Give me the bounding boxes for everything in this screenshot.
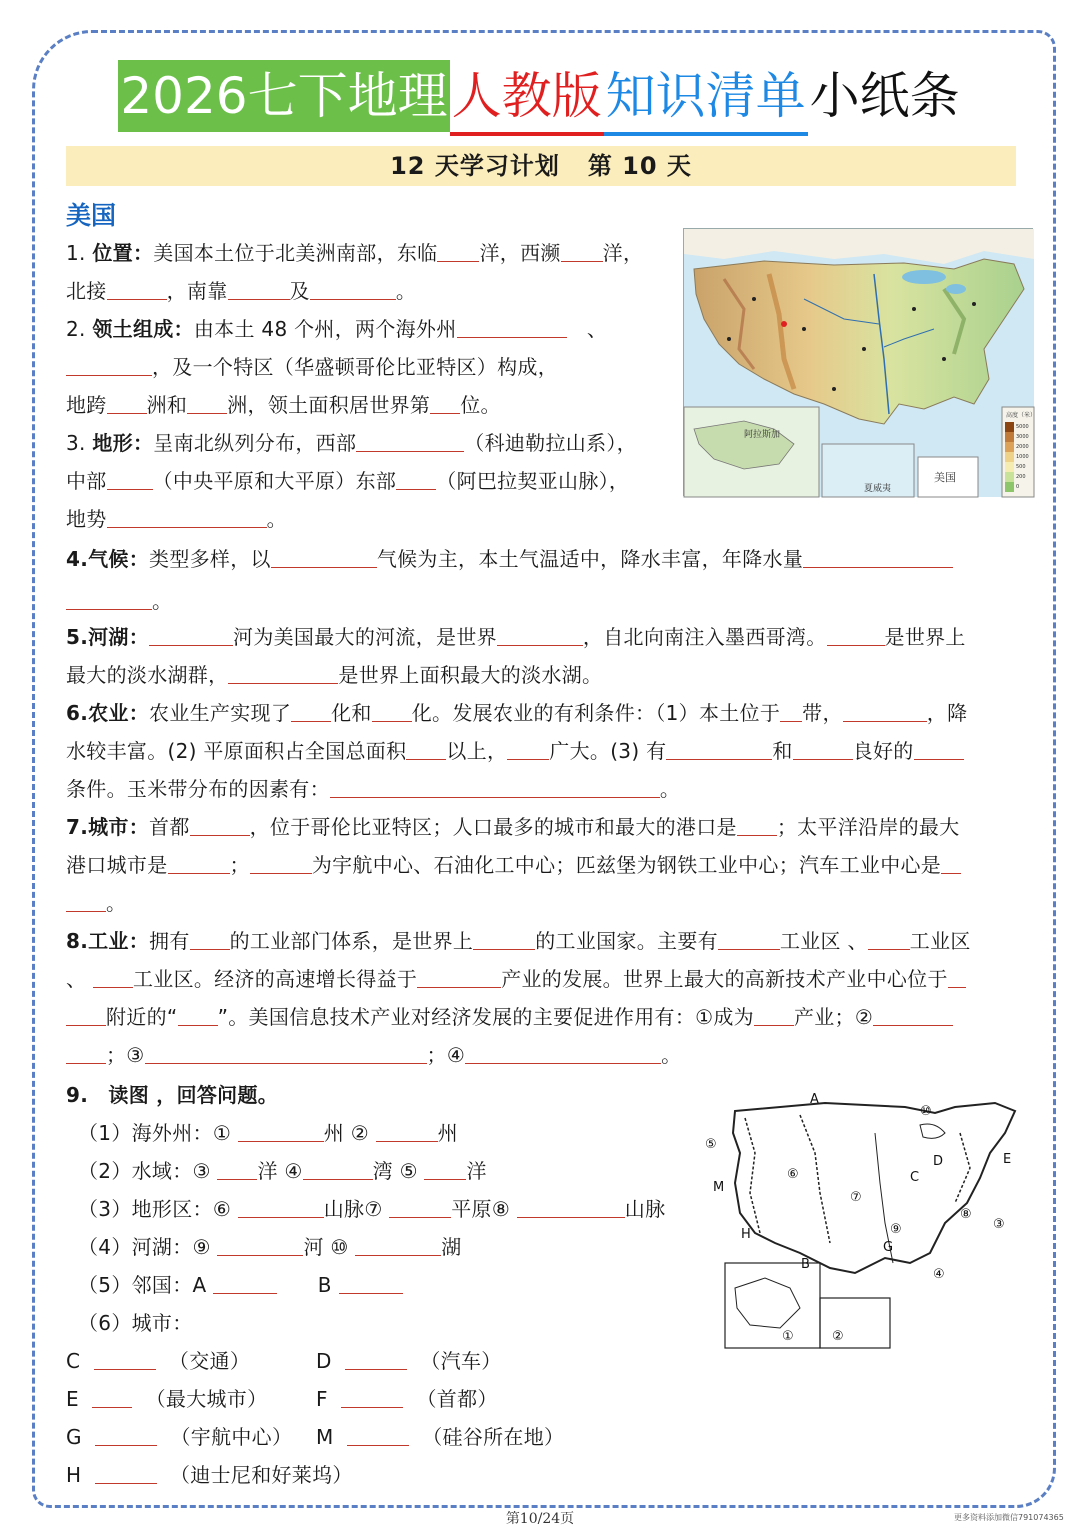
answer-blank[interactable] [948,966,966,988]
legend-tick: 2000 [1016,444,1029,450]
legend-tick: 3000 [1016,434,1029,440]
map-label: ⑦ [850,1190,862,1205]
answer-blank[interactable] [310,278,396,300]
answer-blank[interactable] [793,738,853,760]
title-part-3: 知识清单 [604,60,808,136]
inset-hawaii-label: 夏威夷 [864,484,892,494]
answer-blank[interactable] [389,1196,451,1218]
answer-blank[interactable] [217,1158,257,1180]
question-9-title: 9. 读图 ，回答问题。 [66,1083,279,1107]
answer-blank[interactable] [347,1424,409,1446]
answer-blank[interactable] [780,700,802,722]
title-part-4: 小纸条 [809,67,960,125]
answer-blank[interactable] [271,546,377,568]
question-3-line-1: 3. 地形：呈南北纵列分布，西部 （科迪勒拉山系）， [66,431,637,455]
question-2-line-1: 2. 领土组成：由本土 48 个州，两个海外州 、 [66,317,608,341]
map-label: H [741,1227,751,1242]
answer-blank[interactable] [291,700,331,722]
q9-row-4: （4）河湖：⑨ 河 ⑩ 湖 [78,1235,462,1259]
map-label: ⑥ [787,1167,799,1182]
answer-blank[interactable] [372,700,412,722]
answer-blank[interactable] [941,852,961,874]
answer-blank[interactable] [228,662,338,684]
answer-blank[interactable] [213,1272,277,1294]
map-label: ⑨ [890,1222,902,1237]
question-3-line-2: 中部 （中央平原和大平原）东部 （阿巴拉契亚山脉）， [66,469,630,493]
q9-row-6: （6）城市： [78,1311,193,1335]
answer-blank[interactable] [473,928,535,950]
answer-blank[interactable] [95,1424,157,1446]
question-7-line-3: 。 [66,888,126,918]
answer-blank[interactable] [228,278,290,300]
answer-blank[interactable] [356,430,464,452]
city-row-2: E （最大城市） [66,1387,268,1411]
question-8-line-1: 8.工业：拥有 的工业部门体系，是世界上 的工业国家。主要有 工业区 、 工业区 [66,929,971,953]
question-5-line-1: 5.河湖： 河为美国最大的河流，是世界 ，自北向南注入墨西哥湾。 是世界上 [66,625,966,649]
map-label: ④ [933,1267,945,1282]
answer-blank[interactable] [66,354,152,376]
question-8-line-3: 附近的“ ”。美国信息技术产业对经济发展的主要促进作用有：①成为 产业；② [66,1002,953,1032]
question-1-line-2: 北接 ，南靠 及 。 [66,279,417,303]
answer-blank[interactable] [238,1196,324,1218]
question-6-line-2: 水较丰富。(2) 平原面积占全国总面积 以上， 广大。(3) 有 和 良好的 [66,736,964,766]
footer-note: 更多资料添加微信791074365 [954,1513,1064,1522]
answer-blank[interactable] [66,1042,106,1064]
answer-blank[interactable] [355,1234,441,1256]
section-heading: 美国 [66,201,117,230]
answer-blank[interactable] [465,1042,661,1064]
answer-blank[interactable] [827,624,885,646]
map-label: C [910,1170,920,1185]
answer-blank[interactable] [94,1348,156,1370]
answer-blank[interactable] [107,392,147,414]
map-label: ② [832,1329,844,1344]
answer-blank[interactable] [345,1348,407,1370]
answer-blank[interactable] [457,316,567,338]
q9-row-5: （5）邻国：A B [78,1270,403,1300]
city-row-1b: D （汽车） [316,1349,502,1373]
legend-tick: 200 [1016,474,1026,480]
legend-tick: 1000 [1016,454,1029,460]
answer-blank[interactable] [217,1234,303,1256]
map-label: ① [782,1329,794,1344]
page-number: 第10/24页 [505,1511,575,1527]
question-6-line-3: 条件。玉米带分布的因素有： 。 [66,777,681,801]
answer-blank[interactable] [507,738,549,760]
answer-blank[interactable] [145,1042,427,1064]
map-label: ⑤ [705,1137,717,1152]
legend-tick: 5000 [1016,424,1029,430]
day-label: 第 10 天 [587,152,692,180]
q9-row-2: （2）水域：③ 洋 ④ 湾 ⑤ 洋 [78,1159,487,1183]
question-8-line-4: ；③ ；④ 。 [66,1040,681,1070]
answer-blank[interactable] [190,814,250,836]
answer-blank[interactable] [149,624,233,646]
map-label: G [883,1240,894,1255]
answer-blank[interactable] [66,1004,106,1026]
answer-blank[interactable] [238,1120,324,1142]
inset-alaska-label: 阿拉斯加 [744,430,781,440]
title-part-1: 2026七下地理 [118,60,449,132]
answer-blank[interactable] [66,890,106,912]
answer-blank[interactable] [330,776,660,798]
question-2-line-2: ，及一个特区（华盛顿哥伦比亚特区）构成， [66,352,558,382]
map-label: E [1003,1152,1012,1167]
answer-blank[interactable] [376,1120,438,1142]
answer-blank[interactable] [107,506,267,528]
map-label: D [933,1154,944,1169]
answer-blank[interactable] [92,1386,132,1408]
title-part-2: 人教版 [450,60,604,136]
answer-blank[interactable] [737,814,777,836]
question-4-line-2: 。 [66,586,172,616]
page-title [0,60,1080,136]
question-2-line-3: 地跨 洲和 洲，领土面积居世界第 位。 [66,393,501,417]
city-row-2b: F （首都） [316,1387,498,1411]
question-7-line-1: 7.城市：首都 ，位于哥伦比亚特区；人口最多的城市和最大的港口是 ；太平洋沿岸的最大 [66,815,960,839]
map-label: ③ [993,1217,1005,1232]
plan-label: 12 天学习计划 [390,152,560,180]
question-3-line-3: 地势 。 [66,507,287,531]
answer-blank[interactable] [341,1386,403,1408]
answer-blank[interactable] [93,966,133,988]
question-1-line-1: 1. 位置：美国本土位于北美洲南部，东临 洋，西濒 洋， [66,241,644,265]
q9-row-1: （1）海外州：① 州 ② 州 [78,1121,458,1145]
answer-blank[interactable] [868,928,910,950]
answer-blank[interactable] [107,468,153,490]
q9-row-3: （3）地形区：⑥ 山脉⑦ 平原⑧ 山脉 [78,1197,666,1221]
answer-blank[interactable] [168,852,230,874]
answer-blank[interactable] [914,738,964,760]
city-row-4: H （迪士尼和好莱坞） [66,1463,353,1487]
answer-blank[interactable] [178,1004,218,1026]
map-label: M [713,1180,725,1195]
map-label: ⑧ [960,1207,972,1222]
answer-blank[interactable] [396,468,436,490]
map-caption: 美国 [934,471,956,484]
answer-blank[interactable] [95,1462,157,1484]
answer-blank[interactable] [517,1196,625,1218]
study-plan-banner [66,146,1016,186]
question-5-line-2: 最大的淡水湖群， 是世界上面积最大的淡水湖。 [66,663,603,687]
answer-blank[interactable] [339,1272,403,1294]
answer-blank[interactable] [430,392,460,414]
answer-blank[interactable] [803,546,953,568]
answer-blank[interactable] [406,738,446,760]
answer-blank[interactable] [666,738,772,760]
answer-blank[interactable] [718,928,780,950]
answer-blank[interactable] [187,392,227,414]
map-label: ⑩ [920,1104,932,1119]
answer-blank[interactable] [250,852,312,874]
answer-blank[interactable] [303,1158,373,1180]
city-row-3: G （宇航中心） [66,1425,293,1449]
answer-blank[interactable] [873,1004,953,1026]
city-row-3b: M （硅谷所在地） [316,1425,565,1449]
map-label: B [801,1257,810,1272]
question-7-line-2: 港口城市是 ； 为宇航中心、石油化工中心；匹兹堡为钢铁工业中心；汽车工业中心是 [66,850,961,880]
usa-outline-map [705,1093,1035,1353]
usa-topographic-map [683,228,1037,496]
answer-blank[interactable] [66,588,152,610]
answer-blank[interactable] [754,1004,794,1026]
legend-tick: 0 [1016,484,1020,490]
legend-tick: 500 [1016,464,1026,470]
answer-blank[interactable] [417,966,501,988]
answer-blank[interactable] [561,240,603,262]
answer-blank[interactable] [497,624,583,646]
answer-blank[interactable] [843,700,927,722]
answer-blank[interactable] [190,928,230,950]
legend-title: 高度（米） [1006,412,1037,419]
city-row-1: C （交通） [66,1349,251,1373]
answer-blank[interactable] [424,1158,466,1180]
answer-blank[interactable] [437,240,479,262]
question-4-line-1: 4.气候：类型多样，以 气候为主，本土气温适中，降水丰富，年降水量 [66,544,953,574]
question-8-line-2: 、 工业区。经济的高速增长得益于 产业的发展。世界上最大的高新技术产业中心位于 [66,964,966,994]
question-6-line-1: 6.农业：农业生产实现了 化和 化。发展农业的有利条件：（1）本土位于 带， ，降 [66,701,968,725]
answer-blank[interactable] [107,278,167,300]
map-label: A [810,1092,819,1107]
